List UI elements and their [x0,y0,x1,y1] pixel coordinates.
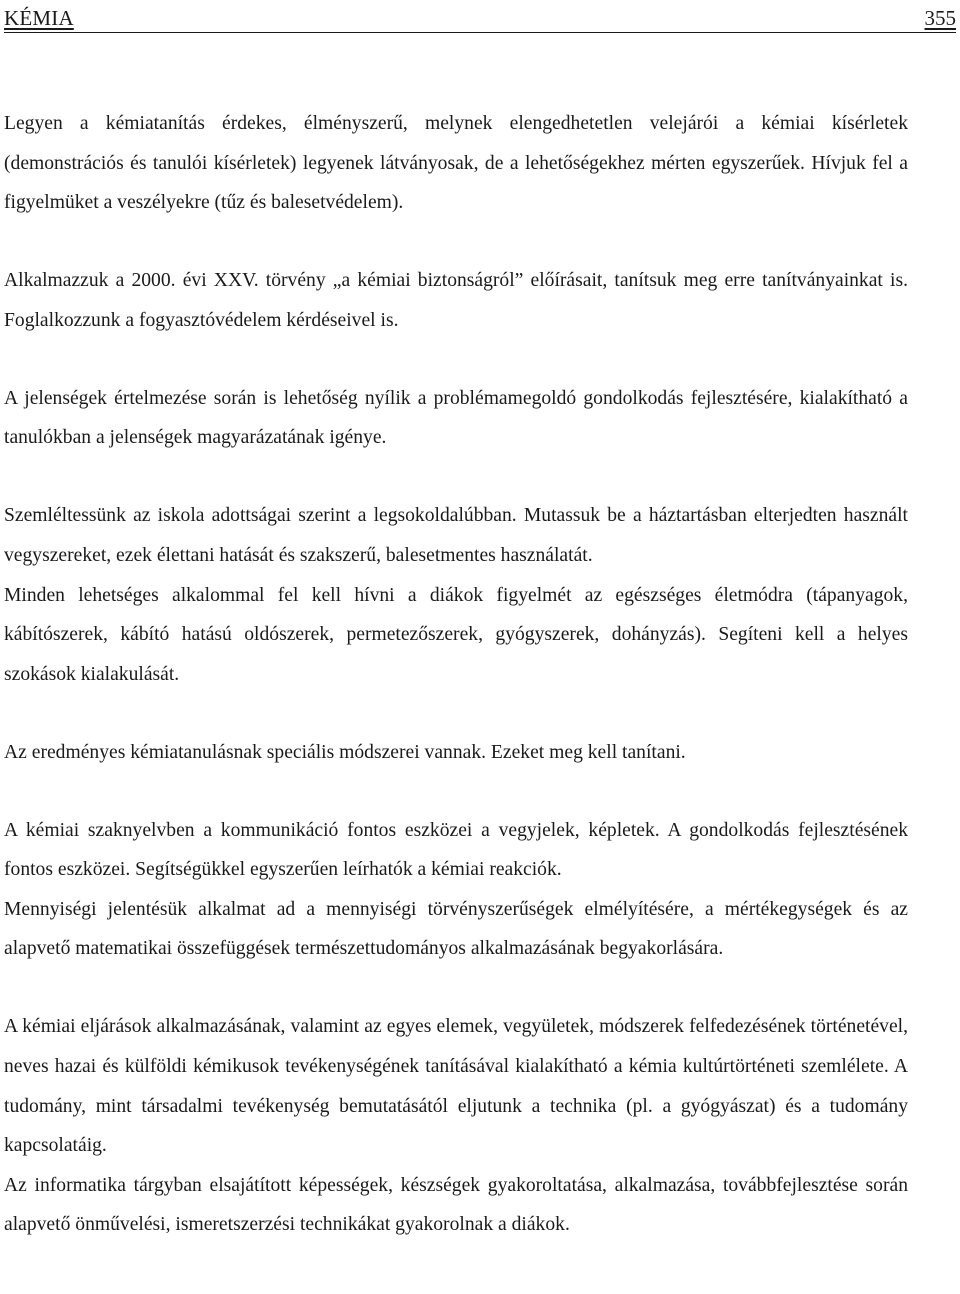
page-header [4,4,956,33]
paragraph: Mennyiségi jelentésük alkalmat ad a mennyiségi törvényszerűségek elmélyítésére, a mértékegységek és az alapvető matematikai összefüggések természettudományos alkalmazásának begyakorlására. [4,898,908,960]
paragraph: Alkalmazzuk a 2000. évi XXV. törvény „a kémiai biztonságról” előírásait, tanítsuk meg erre tanítványainkat is. Foglalkozzunk a fogyasztóvédelem kérdéseivel is. [4,270,908,331]
running-title: KÉMIA [4,6,74,30]
paragraph: A jelenségek értelmezése során is lehetőség nyílik a problémamegoldó gondolkodás fejlesztésére, kialakítható a tanulókban a jelenségek magyarázatának igénye. [4,387,908,449]
paragraph: A kémiai eljárások alkalmazásának, valamint az egyes elemek, vegyületek, módszerek felfedezésének történetével, neves hazai és külföldi kémikusok tevékenységének tanításával kialakítható a kémia kultúrtörténeti szemlélete. A tudomány, mint társadalmi tevékenység bemutatásától eljutunk a technika (pl. a gyógyászat) és a tudomány kapcsolatáig. [4,1016,908,1157]
paragraph: Az eredményes kémiatanulásnak speciális módszerei vannak. Ezeket meg kell tanítani. [4,741,686,763]
paragraph: Az informatika tárgyban elsajátított képességek, készségek gyakoroltatása, alkalmazása, továbbfejlesztése során alapvető önművelési, ismeretszerzési technikákat gyakorolnak a diákok. [4,1174,908,1236]
paragraph: Szemléltessünk az iskola adottságai szerint a legsokoldalúbban. Mutassuk be a háztartásban elterjedten használt vegyszereket, ezek élettani hatását és szakszerű, balesetmentes használatát. [4,505,908,566]
page-number: 355 [924,6,956,30]
paragraph: Minden lehetséges alkalommal fel kell hívni a diákok figyelmét az egészséges életmódra (tápanyagok, kábítószerek, kábító hatású oldószerek, permetezőszerek, gyógyszerek, dohányzás). Segíteni kell a helyes szokások kialakulását. [4,584,908,685]
paragraph: Legyen a kémiatanítás érdekes, élményszerű, melynek elengedhetetlen velejárói a kémiai kísérletek (demonstrációs és tanulói kísérletek) legyenek látványosak, de a lehetőségekhez mérten egyszerűek. Hívjuk fel a figyelmüket a veszélyekre (tűz és balesetvédelem). [4,113,908,214]
paragraph: A kémiai szaknyelvben a kommunikáció fontos eszközei a vegyjelek, képletek. A gondolkodás fejlesztésének fontos eszközei. Segítségükkel egyszerűen leírhatók a kémiai reakciók. [4,819,908,881]
document-body [4,104,908,1245]
